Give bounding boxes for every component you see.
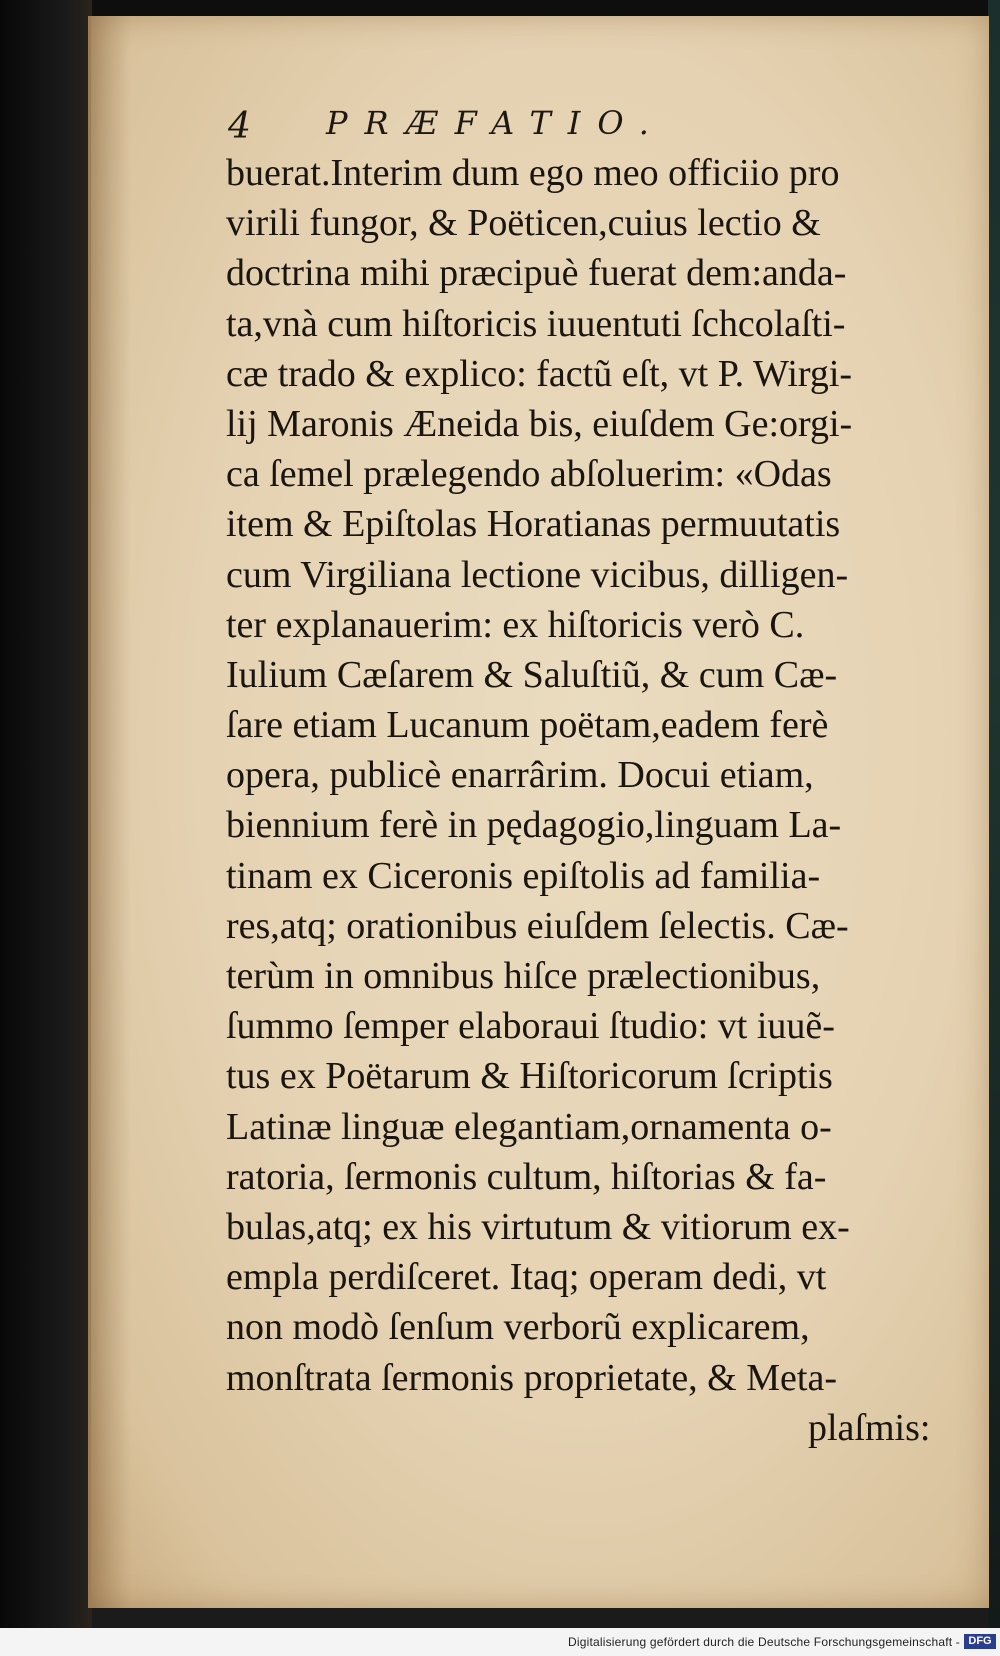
text-line: cæ trado & explico: factũ eſt, vt P. Wirgi- — [226, 352, 853, 395]
text-line: lij Maronis Æneida bis, eiuſdem Ge:orgi- — [226, 402, 853, 445]
text-line: bulas,atq; ex his virtutum & vitiorum ex- — [226, 1205, 850, 1248]
text-line: empla perdiſceret. Itaq; operam dedi, vt — [226, 1256, 827, 1299]
text-line: ca ſemel prælegendo abſoluerim: «Odas — [226, 453, 832, 496]
page-header — [228, 102, 828, 152]
text-line: ta,vnà cum hiſtoricis iuuentuti ſchcolaſti- — [226, 302, 846, 345]
text-line: terùm in omnibus hiſce prælectionibus, — [226, 955, 821, 997]
text-line: Iulium Cæſarem & Saluſtiũ, & cum Cæ- — [226, 653, 838, 696]
dfg-logo: DFG — [964, 1634, 996, 1649]
text-line: tinam ex Ciceronis epiſtolis ad familia- — [226, 854, 821, 897]
running-title: PRÆFATIO. — [326, 104, 666, 142]
text-line: ſare etiam Lucanum poëtam,eadem ferè — [226, 704, 829, 747]
book-cover-edge — [988, 0, 1000, 1656]
text-line: monſtrata ſermonis proprietate, & Meta- — [226, 1356, 837, 1399]
text-line: ter explanauerim: ex hiſtoricis verò C. — [226, 603, 805, 646]
page-number: 4 — [228, 106, 251, 147]
text-line: non modò ſenſum verborũ explicarem, — [226, 1306, 810, 1349]
text-line: doctrina mihi præcipuè fuerat dem:anda- — [226, 252, 847, 295]
left-scan-margin — [0, 0, 92, 1656]
text-line: ſummo ſemper elaboraui ſtudio: vt iuuẽ- — [226, 1005, 835, 1048]
text-line: Latinæ linguæ elegantiam,ornamenta o- — [226, 1105, 832, 1148]
text-line: item & Epiſtolas Horatianas permuutatis — [226, 503, 841, 546]
catchword: plaſmis: — [808, 1406, 931, 1449]
text-line: cum Virgiliana lectione vicibus, dilligen- — [226, 553, 849, 596]
text-line: virili fungor, & Poëticen,cuius lectio & — [226, 202, 821, 245]
text-line: ratoria, ſermonis cultum, hiſtorias & fa- — [226, 1155, 827, 1198]
text-line: tus ex Poëtarum & Hiſtoricorum ſcriptis — [226, 1055, 833, 1098]
funding-credit: Digitalisierung gefördert durch die Deutsche Forschungsgemeinschaft - — [568, 1635, 960, 1649]
text-line: buerat.Interim dum ego meo officiio pro — [226, 152, 840, 194]
text-line: opera, publicè enarrârim. Docui etiam, — [226, 754, 814, 797]
digitization-footer — [0, 1628, 1000, 1656]
text-line: res,atq; orationibus eiuſdem ſelectis. Cæ- — [226, 904, 849, 947]
text-line: biennium ferè in pędagogio,linguam La- — [226, 804, 842, 847]
body-text — [226, 148, 986, 1453]
